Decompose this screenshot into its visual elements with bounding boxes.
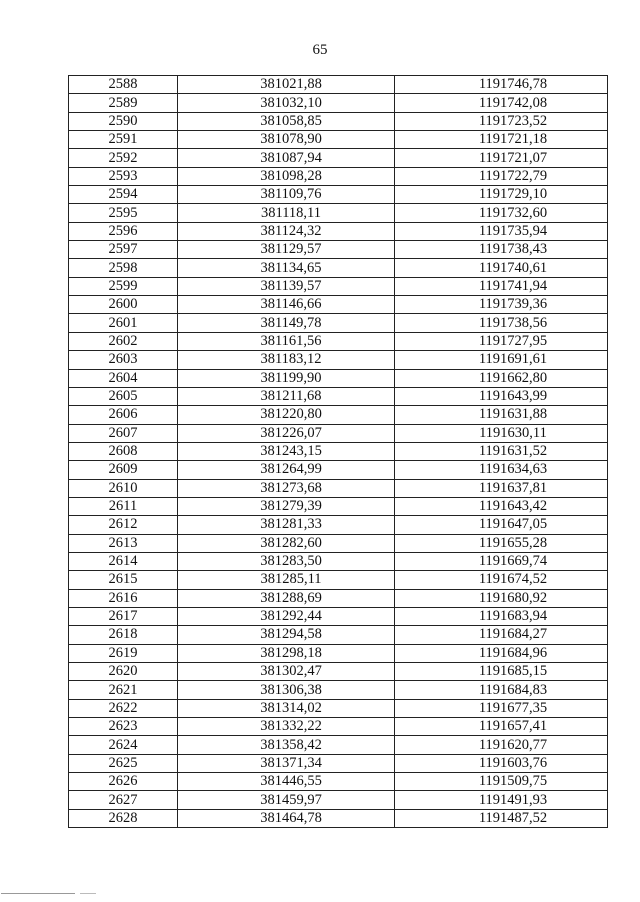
y-coordinate-cell: 1191487,52: [395, 809, 608, 827]
y-coordinate-cell: 1191739,36: [395, 296, 608, 314]
point-number-cell: 2594: [69, 186, 178, 204]
table-row: [69, 699, 608, 717]
x-coordinate-cell: 381288,69: [178, 589, 395, 607]
x-coordinate-cell: 381161,56: [178, 332, 395, 350]
table-row: [69, 167, 608, 185]
point-number-cell: 2593: [69, 167, 178, 185]
y-coordinate-cell: 1191631,52: [395, 442, 608, 460]
point-number-cell: 2589: [69, 94, 178, 112]
x-coordinate-cell: 381087,94: [178, 149, 395, 167]
y-coordinate-cell: 1191738,56: [395, 314, 608, 332]
y-coordinate-cell: 1191722,79: [395, 167, 608, 185]
point-number-cell: 2606: [69, 406, 178, 424]
point-number-cell: 2628: [69, 809, 178, 827]
x-coordinate-cell: 381146,66: [178, 296, 395, 314]
table-row: [69, 791, 608, 809]
x-coordinate-cell: 381273,68: [178, 479, 395, 497]
point-number-cell: 2607: [69, 424, 178, 442]
table-row: [69, 112, 608, 130]
x-coordinate-cell: 381464,78: [178, 809, 395, 827]
point-number-cell: 2598: [69, 259, 178, 277]
point-number-cell: 2590: [69, 112, 178, 130]
table-row: [69, 461, 608, 479]
point-number-cell: 2600: [69, 296, 178, 314]
table-row: [69, 534, 608, 552]
table-row: [69, 442, 608, 460]
table-row: [69, 406, 608, 424]
x-coordinate-cell: 381281,33: [178, 516, 395, 534]
table-row: [69, 773, 608, 791]
y-coordinate-cell: 1191647,05: [395, 516, 608, 534]
y-coordinate-cell: 1191657,41: [395, 718, 608, 736]
x-coordinate-cell: 381371,34: [178, 754, 395, 772]
point-number-cell: 2616: [69, 589, 178, 607]
x-coordinate-cell: 381226,07: [178, 424, 395, 442]
y-coordinate-cell: 1191691,61: [395, 351, 608, 369]
y-coordinate-cell: 1191684,96: [395, 644, 608, 662]
point-number-cell: 2614: [69, 552, 178, 570]
y-coordinate-cell: 1191738,43: [395, 241, 608, 259]
table-row: [69, 718, 608, 736]
y-coordinate-cell: 1191655,28: [395, 534, 608, 552]
point-number-cell: 2591: [69, 131, 178, 149]
table-row: [69, 332, 608, 350]
x-coordinate-cell: 381211,68: [178, 387, 395, 405]
x-coordinate-cell: 381279,39: [178, 497, 395, 515]
x-coordinate-cell: 381109,76: [178, 186, 395, 204]
table-row: [69, 259, 608, 277]
point-number-cell: 2599: [69, 277, 178, 295]
y-coordinate-cell: 1191677,35: [395, 699, 608, 717]
point-number-cell: 2608: [69, 442, 178, 460]
point-number-cell: 2595: [69, 204, 178, 222]
table-row: [69, 607, 608, 625]
x-coordinate-cell: 381314,02: [178, 699, 395, 717]
y-coordinate-cell: 1191741,94: [395, 277, 608, 295]
x-coordinate-cell: 381129,57: [178, 241, 395, 259]
point-number-cell: 2620: [69, 663, 178, 681]
x-coordinate-cell: 381021,88: [178, 76, 395, 94]
table-row: [69, 131, 608, 149]
point-number-cell: 2596: [69, 222, 178, 240]
y-coordinate-cell: 1191680,92: [395, 589, 608, 607]
point-number-cell: 2622: [69, 699, 178, 717]
point-number-cell: 2604: [69, 369, 178, 387]
x-coordinate-cell: 381332,22: [178, 718, 395, 736]
x-coordinate-cell: 381298,18: [178, 644, 395, 662]
point-number-cell: 2624: [69, 736, 178, 754]
y-coordinate-cell: 1191637,81: [395, 479, 608, 497]
point-number-cell: 2626: [69, 773, 178, 791]
point-number-cell: 2601: [69, 314, 178, 332]
x-coordinate-cell: 381032,10: [178, 94, 395, 112]
x-coordinate-cell: 381294,58: [178, 626, 395, 644]
x-coordinate-cell: 381459,97: [178, 791, 395, 809]
x-coordinate-cell: 381302,47: [178, 663, 395, 681]
y-coordinate-cell: 1191684,27: [395, 626, 608, 644]
table-row: [69, 204, 608, 222]
table-row: [69, 479, 608, 497]
table-row: [69, 424, 608, 442]
point-number-cell: 2610: [69, 479, 178, 497]
table-row: [69, 663, 608, 681]
table-row: [69, 736, 608, 754]
table-row: [69, 76, 608, 94]
x-coordinate-cell: 381220,80: [178, 406, 395, 424]
x-coordinate-cell: 381124,32: [178, 222, 395, 240]
point-number-cell: 2613: [69, 534, 178, 552]
y-coordinate-cell: 1191509,75: [395, 773, 608, 791]
table-row: [69, 222, 608, 240]
x-coordinate-cell: 381282,60: [178, 534, 395, 552]
y-coordinate-cell: 1191740,61: [395, 259, 608, 277]
y-coordinate-cell: 1191729,10: [395, 186, 608, 204]
x-coordinate-cell: 381306,38: [178, 681, 395, 699]
table-row: [69, 809, 608, 827]
x-coordinate-cell: 381098,28: [178, 167, 395, 185]
x-coordinate-cell: 381118,11: [178, 204, 395, 222]
y-coordinate-cell: 1191603,76: [395, 754, 608, 772]
x-coordinate-cell: 381283,50: [178, 552, 395, 570]
table-row: [69, 516, 608, 534]
point-number-cell: 2621: [69, 681, 178, 699]
point-number-cell: 2603: [69, 351, 178, 369]
y-coordinate-cell: 1191643,42: [395, 497, 608, 515]
point-number-cell: 2588: [69, 76, 178, 94]
x-coordinate-cell: 381285,11: [178, 571, 395, 589]
y-coordinate-cell: 1191727,95: [395, 332, 608, 350]
x-coordinate-cell: 381149,78: [178, 314, 395, 332]
x-coordinate-cell: 381358,42: [178, 736, 395, 754]
table-row: [69, 369, 608, 387]
y-coordinate-cell: 1191491,93: [395, 791, 608, 809]
table-row: [69, 497, 608, 515]
y-coordinate-cell: 1191735,94: [395, 222, 608, 240]
point-number-cell: 2617: [69, 607, 178, 625]
coordinates-table: [68, 75, 608, 828]
footer-scan-mark-small: [80, 893, 96, 894]
coordinates-table-body: [69, 76, 608, 828]
y-coordinate-cell: 1191683,94: [395, 607, 608, 625]
y-coordinate-cell: 1191634,63: [395, 461, 608, 479]
point-number-cell: 2612: [69, 516, 178, 534]
x-coordinate-cell: 381058,85: [178, 112, 395, 130]
point-number-cell: 2609: [69, 461, 178, 479]
x-coordinate-cell: 381446,55: [178, 773, 395, 791]
y-coordinate-cell: 1191746,78: [395, 76, 608, 94]
x-coordinate-cell: 381134,65: [178, 259, 395, 277]
x-coordinate-cell: 381183,12: [178, 351, 395, 369]
table-row: [69, 296, 608, 314]
table-row: [69, 277, 608, 295]
y-coordinate-cell: 1191620,77: [395, 736, 608, 754]
page-number: 65: [312, 42, 328, 58]
y-coordinate-cell: 1191662,80: [395, 369, 608, 387]
y-coordinate-cell: 1191669,74: [395, 552, 608, 570]
x-coordinate-cell: 381292,44: [178, 607, 395, 625]
point-number-cell: 2611: [69, 497, 178, 515]
y-coordinate-cell: 1191721,07: [395, 149, 608, 167]
x-coordinate-cell: 381139,57: [178, 277, 395, 295]
y-coordinate-cell: 1191684,83: [395, 681, 608, 699]
y-coordinate-cell: 1191732,60: [395, 204, 608, 222]
x-coordinate-cell: 381243,15: [178, 442, 395, 460]
table-row: [69, 681, 608, 699]
point-number-cell: 2615: [69, 571, 178, 589]
table-row: [69, 571, 608, 589]
y-coordinate-cell: 1191674,52: [395, 571, 608, 589]
table-row: [69, 644, 608, 662]
point-number-cell: 2627: [69, 791, 178, 809]
y-coordinate-cell: 1191643,99: [395, 387, 608, 405]
point-number-cell: 2623: [69, 718, 178, 736]
point-number-cell: 2625: [69, 754, 178, 772]
table-row: [69, 589, 608, 607]
table-row: [69, 626, 608, 644]
point-number-cell: 2602: [69, 332, 178, 350]
footer-scan-mark: [1, 893, 75, 894]
point-number-cell: 2619: [69, 644, 178, 662]
x-coordinate-cell: 381199,90: [178, 369, 395, 387]
x-coordinate-cell: 381078,90: [178, 131, 395, 149]
point-number-cell: 2592: [69, 149, 178, 167]
table-row: [69, 149, 608, 167]
y-coordinate-cell: 1191742,08: [395, 94, 608, 112]
table-row: [69, 552, 608, 570]
x-coordinate-cell: 381264,99: [178, 461, 395, 479]
table-row: [69, 387, 608, 405]
table-row: [69, 241, 608, 259]
y-coordinate-cell: 1191723,52: [395, 112, 608, 130]
y-coordinate-cell: 1191630,11: [395, 424, 608, 442]
y-coordinate-cell: 1191721,18: [395, 131, 608, 149]
point-number-cell: 2618: [69, 626, 178, 644]
table-row: [69, 94, 608, 112]
table-row: [69, 351, 608, 369]
y-coordinate-cell: 1191631,88: [395, 406, 608, 424]
point-number-cell: 2597: [69, 241, 178, 259]
point-number-cell: 2605: [69, 387, 178, 405]
table-row: [69, 186, 608, 204]
table-row: [69, 754, 608, 772]
y-coordinate-cell: 1191685,15: [395, 663, 608, 681]
table-row: [69, 314, 608, 332]
